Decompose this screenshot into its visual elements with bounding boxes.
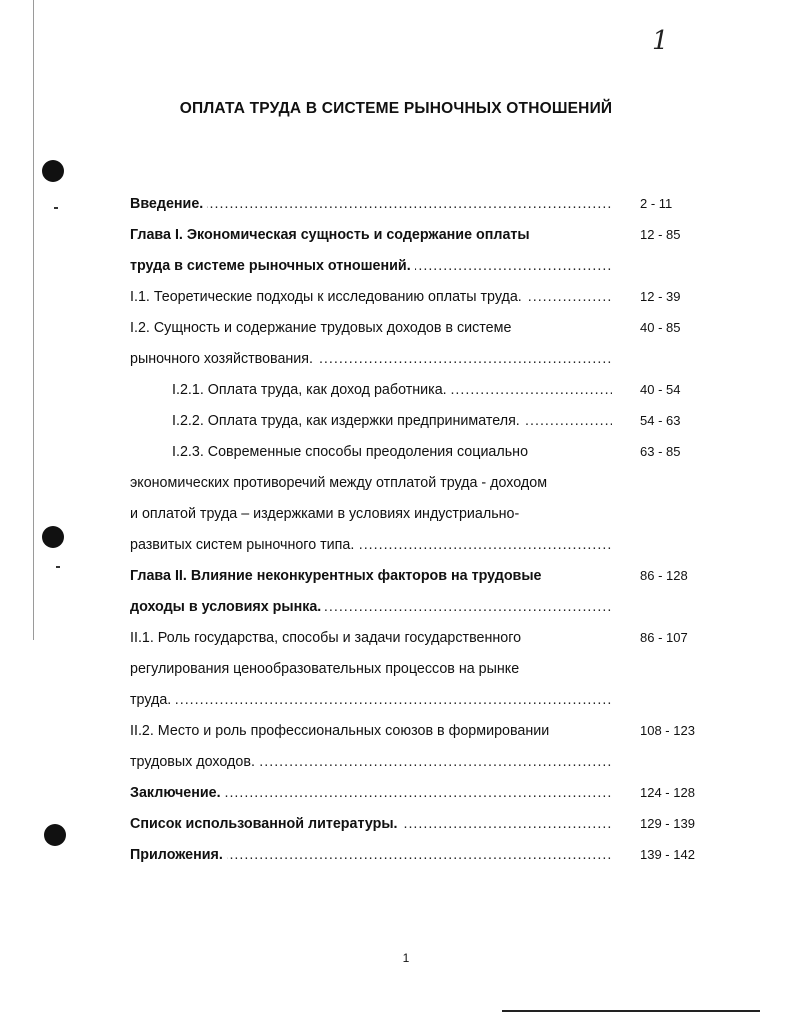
toc-pages: 54 - 63 (640, 413, 681, 428)
toc-line: II.1. Роль государства, способы и задачи государственного (130, 628, 612, 648)
toc-line: развитых систем рыночного типа. ..... (130, 535, 612, 555)
toc-line: Заключение. ..... (130, 783, 612, 803)
toc-pages: 2 - 11 (640, 196, 673, 211)
toc-line: I.1. Теоретические подходы к исследованию оплаты труда. ..... (130, 287, 612, 307)
toc-line: трудовых доходов. ..... (130, 752, 612, 772)
toc-pages: 139 - 142 (640, 847, 695, 862)
punch-hole-tick-middle (56, 566, 60, 568)
toc-pages: 12 - 85 (640, 227, 681, 242)
page-number: 1 (402, 951, 410, 965)
toc-line: I.2.1. Оплата труда, как доход работника. ..... (172, 380, 612, 400)
toc-line: Список использованной литературы. ..... (130, 814, 612, 834)
scan-edge-line (33, 0, 34, 640)
toc-pages: 40 - 85 (640, 320, 681, 335)
punch-hole-tick-top (54, 207, 58, 209)
bottom-rule (502, 1010, 760, 1012)
toc-pages: 129 - 139 (640, 816, 695, 831)
toc-line: Введение. ..... (130, 194, 612, 214)
toc-line: экономических противоречий между отплатой труда - доходом (130, 473, 612, 493)
toc-line: II.2. Место и роль профессиональных союзов в формировании (130, 721, 612, 741)
toc-pages: 108 - 123 (640, 723, 695, 738)
toc-pages: 124 - 128 (640, 785, 695, 800)
document-title: ОПЛАТА ТРУДА В СИСТЕМЕ РЫНОЧНЫХ ОТНОШЕНИЙ (179, 100, 613, 117)
toc-pages: 63 - 85 (640, 444, 681, 459)
toc-line: I.2.2. Оплата труда, как издержки предпринимателя. ..... (172, 411, 612, 431)
toc-line: и оплатой труда – издержками в условиях индустриально- (130, 504, 612, 524)
punch-hole-middle (42, 526, 64, 548)
toc-pages: 12 - 39 (640, 289, 681, 304)
toc-line: труда в системе рыночных отношений. ..... (130, 256, 612, 276)
toc-line: I.2.3. Современные способы преодоления социально (172, 442, 612, 462)
punch-hole-top (42, 160, 64, 182)
toc-line: Приложения. ..... (130, 845, 612, 865)
toc-line: доходы в условиях рынка. ..... (130, 597, 612, 617)
toc-line: Глава I. Экономическая сущность и содержание оплаты (130, 225, 612, 245)
toc-pages: 86 - 107 (640, 630, 688, 645)
punch-hole-bottom (44, 824, 66, 846)
toc-line: регулирования ценообразовательных процессов на рынке (130, 659, 612, 679)
toc-line: Глава II. Влияние неконкурентных факторов на трудовые (130, 566, 612, 586)
toc-line: труда. ..... (130, 690, 612, 710)
toc-pages: 86 - 128 (640, 568, 688, 583)
corner-page-mark: 1 (652, 26, 669, 56)
toc-line: I.2. Сущность и содержание трудовых доходов в системе (130, 318, 612, 338)
toc-line: рыночного хозяйствования. ..... (130, 349, 612, 369)
toc-pages: 40 - 54 (640, 382, 681, 397)
